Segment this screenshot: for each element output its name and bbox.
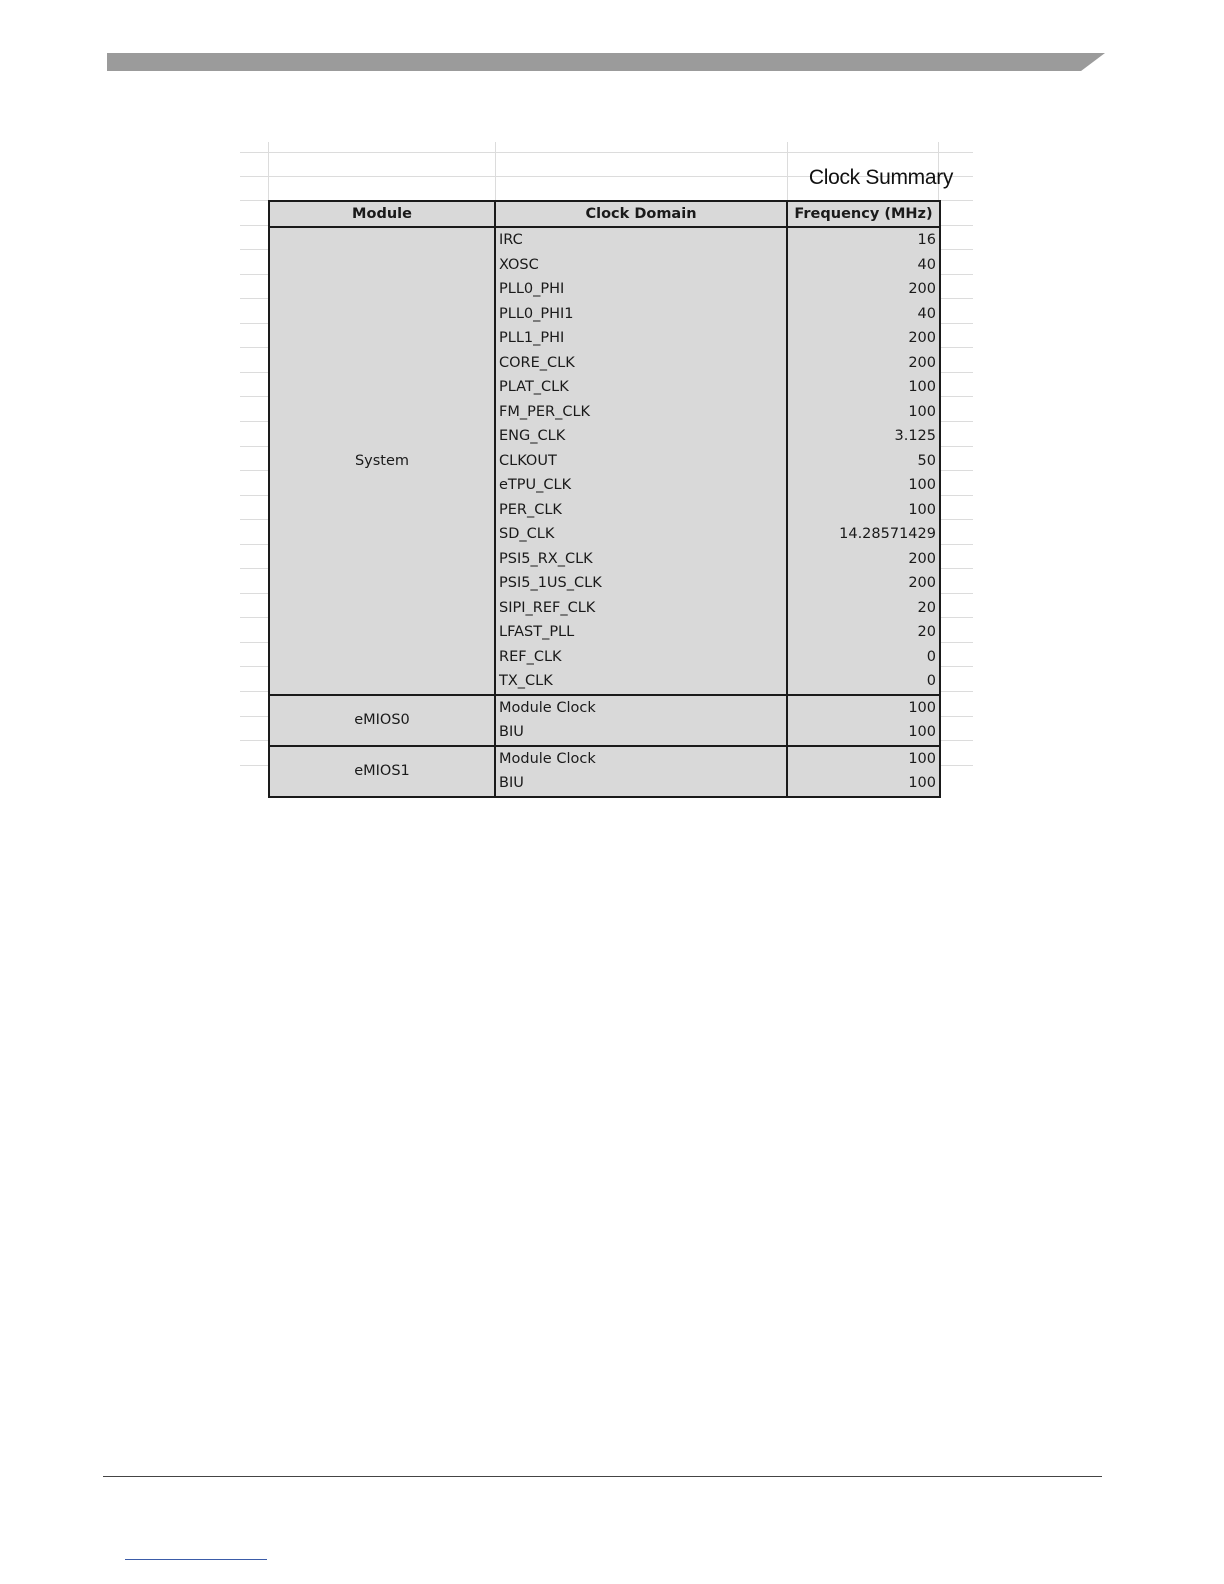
clock-domain-cell: BIU <box>495 771 787 797</box>
frequency-cell: 100 <box>787 695 940 721</box>
table-row <box>269 695 940 721</box>
frequency-cell: 200 <box>787 277 940 302</box>
frequency-cell: 40 <box>787 302 940 327</box>
frequency-cell: 100 <box>787 746 940 772</box>
module-cell: eMIOS0 <box>269 695 495 746</box>
frequency-cell: 100 <box>787 771 940 797</box>
clock-domain-cell: ENG_CLK <box>495 424 787 449</box>
module-cell: System <box>269 227 495 695</box>
column-header-clock-domain: Clock Domain <box>495 201 787 227</box>
column-header-module: Module <box>269 201 495 227</box>
clock-domain-cell: XOSC <box>495 253 787 278</box>
table-header-row <box>269 201 940 227</box>
frequency-cell: 200 <box>787 326 940 351</box>
clock-domain-cell: CLKOUT <box>495 449 787 474</box>
clock-domain-cell: PER_CLK <box>495 498 787 523</box>
table-body <box>269 227 940 797</box>
clock-summary-table <box>268 200 941 798</box>
frequency-cell: 100 <box>787 720 940 746</box>
clock-domain-cell: Module Clock <box>495 746 787 772</box>
frequency-cell: 200 <box>787 571 940 596</box>
clock-domain-cell: IRC <box>495 227 787 253</box>
frequency-cell: 0 <box>787 669 940 695</box>
clock-domain-cell: Module Clock <box>495 695 787 721</box>
frequency-cell: 20 <box>787 596 940 621</box>
clock-domain-cell: PLL0_PHI <box>495 277 787 302</box>
footer-rule <box>103 1476 1102 1477</box>
clock-domain-cell: PLL0_PHI1 <box>495 302 787 327</box>
clock-domain-cell: FM_PER_CLK <box>495 400 787 425</box>
module-cell: eMIOS1 <box>269 746 495 797</box>
frequency-cell: 40 <box>787 253 940 278</box>
frequency-cell: 20 <box>787 620 940 645</box>
figure-title: Clock Summary <box>808 166 954 189</box>
footer-link-underline <box>125 1559 267 1560</box>
clock-domain-cell: PSI5_1US_CLK <box>495 571 787 596</box>
gridline <box>240 152 973 153</box>
frequency-cell: 16 <box>787 227 940 253</box>
frequency-cell: 200 <box>787 351 940 376</box>
frequency-cell: 100 <box>787 473 940 498</box>
clock-domain-cell: SD_CLK <box>495 522 787 547</box>
frequency-cell: 100 <box>787 400 940 425</box>
frequency-cell: 100 <box>787 498 940 523</box>
clock-domain-cell: eTPU_CLK <box>495 473 787 498</box>
table-row <box>269 227 940 253</box>
clock-domain-cell: PSI5_RX_CLK <box>495 547 787 572</box>
clock-domain-cell: REF_CLK <box>495 645 787 670</box>
clock-domain-cell: CORE_CLK <box>495 351 787 376</box>
clock-domain-cell: LFAST_PLL <box>495 620 787 645</box>
column-header-frequency: Frequency (MHz) <box>787 201 940 227</box>
clock-domain-cell: PLAT_CLK <box>495 375 787 400</box>
frequency-cell: 14.28571429 <box>787 522 940 547</box>
clock-domain-cell: BIU <box>495 720 787 746</box>
clock-domain-cell: PLL1_PHI <box>495 326 787 351</box>
clock-domain-cell: SIPI_REF_CLK <box>495 596 787 621</box>
header-bar <box>107 53 1105 71</box>
frequency-cell: 3.125 <box>787 424 940 449</box>
frequency-cell: 50 <box>787 449 940 474</box>
clock-domain-cell: TX_CLK <box>495 669 787 695</box>
frequency-cell: 200 <box>787 547 940 572</box>
table-row <box>269 746 940 772</box>
frequency-cell: 0 <box>787 645 940 670</box>
frequency-cell: 100 <box>787 375 940 400</box>
